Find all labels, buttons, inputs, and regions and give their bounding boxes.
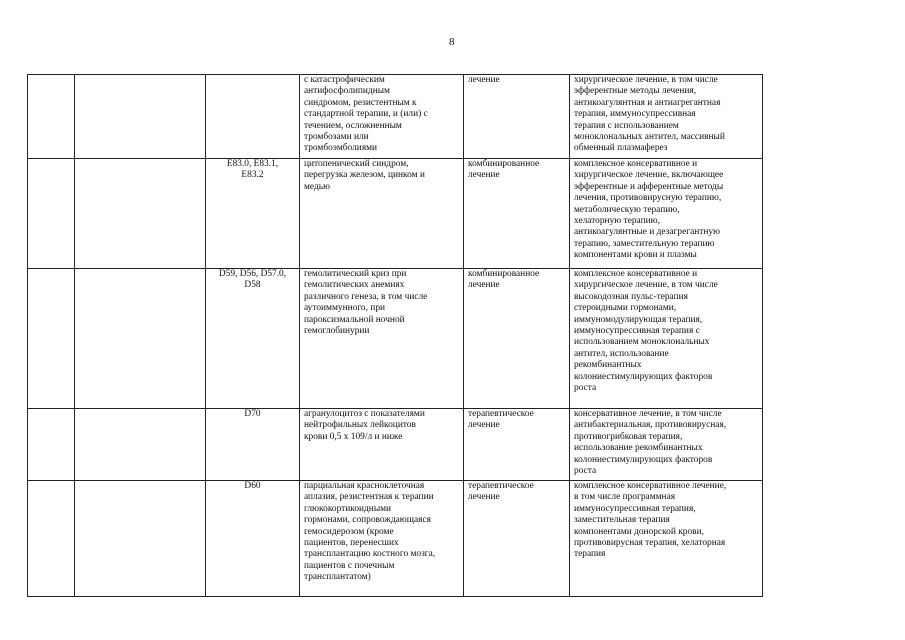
treatment-type-cell: терапевтическое лечение — [464, 409, 570, 481]
icd-code-cell — [206, 75, 300, 159]
diagnosis-cell: цитопенический синдром, перегрузка железом, цинком и медью — [300, 159, 464, 269]
table-row — [28, 409, 763, 481]
page-number: 8 — [449, 36, 455, 48]
profile-cell — [75, 269, 206, 409]
treatment-method-cell: комплексное консервативное и хирургическое лечение, в том числе высокодозная пульс-терапия стероидными гормонами, иммуномодулирующая терапия, иммуносупрессивная терапия с использованием моноклональных антител, использование рекомбинантных колониестимулирующих факторов роста — [570, 269, 763, 409]
profile-cell — [75, 409, 206, 481]
treatment-table — [27, 74, 763, 597]
table-row — [28, 75, 763, 159]
row-number-cell — [28, 269, 75, 409]
treatment-method-cell: консервативное лечение, в том числе антибактериальная, противовирусная, противогрибковая терапия, использование рекомбинантных колониестимулирующих факторов роста — [570, 409, 763, 481]
treatment-type-cell: лечение — [464, 75, 570, 159]
row-number-cell — [28, 75, 75, 159]
profile-cell — [75, 75, 206, 159]
table-row — [28, 481, 763, 597]
row-number-cell — [28, 159, 75, 269]
row-number-cell — [28, 409, 75, 481]
icd-code-cell: E83.0, E83.1, E83.2 — [206, 159, 300, 269]
icd-code-cell: D59, D56, D57.0, D58 — [206, 269, 300, 409]
diagnosis-cell: агранулоцитоз с показателями нейтрофильных лейкоцитов крови 0,5 x 109/л и ниже — [300, 409, 464, 481]
treatment-type-cell: терапевтическое лечение — [464, 481, 570, 597]
treatment-type-cell: комбинированное лечение — [464, 269, 570, 409]
treatment-type-cell: комбинированное лечение — [464, 159, 570, 269]
treatment-method-cell: комплексное консервативное и хирургическое лечение, включающее эфферентные и афферентные методы лечения, противовирусную терапию, метаболическую терапию, хелаторную терапию, антикоагулянтные и дезагрегантную терапию, заместительную терапию компонентами крови и плазмы — [570, 159, 763, 269]
profile-cell — [75, 481, 206, 597]
diagnosis-cell: гемолитический криз при гемолитических анемиях различного генеза, в том числе аутоиммунного, при пароксизмальной ночной гемоглобинурии — [300, 269, 464, 409]
row-number-cell — [28, 481, 75, 597]
table-row — [28, 159, 763, 269]
icd-code-cell: D70 — [206, 409, 300, 481]
treatment-method-cell: комплексное консервативное лечение, в том числе программная иммуносупрессивная терапия, заместительная терапия компонентами донорской крови, противовирусная терапия, хелаторная терапия — [570, 481, 763, 597]
table-row — [28, 269, 763, 409]
diagnosis-cell: с катастрофическим антифосфолипидным синдромом, резистентным к стандартной терапии, и (или) с течением, осложненным тромбозами или тромбоэмболиями — [300, 75, 464, 159]
diagnosis-cell: парциальная красноклеточная аплазия, резистентная к терапии глюкокортикоидными гормонами, сопровождающаяся гемосидерозом (кроме пациентов, перенесших трансплантацию костного мозга, пациентов с почечным трансплантатом) — [300, 481, 464, 597]
icd-code-cell: D60 — [206, 481, 300, 597]
treatment-method-cell: хирургическое лечение, в том числе эфферентные методы лечения, антикоагулянтная и антиагрегантная терапия, иммуносупрессивная терапия с использованием моноклональных антител, массивный обменный плазмаферез — [570, 75, 763, 159]
profile-cell — [75, 159, 206, 269]
